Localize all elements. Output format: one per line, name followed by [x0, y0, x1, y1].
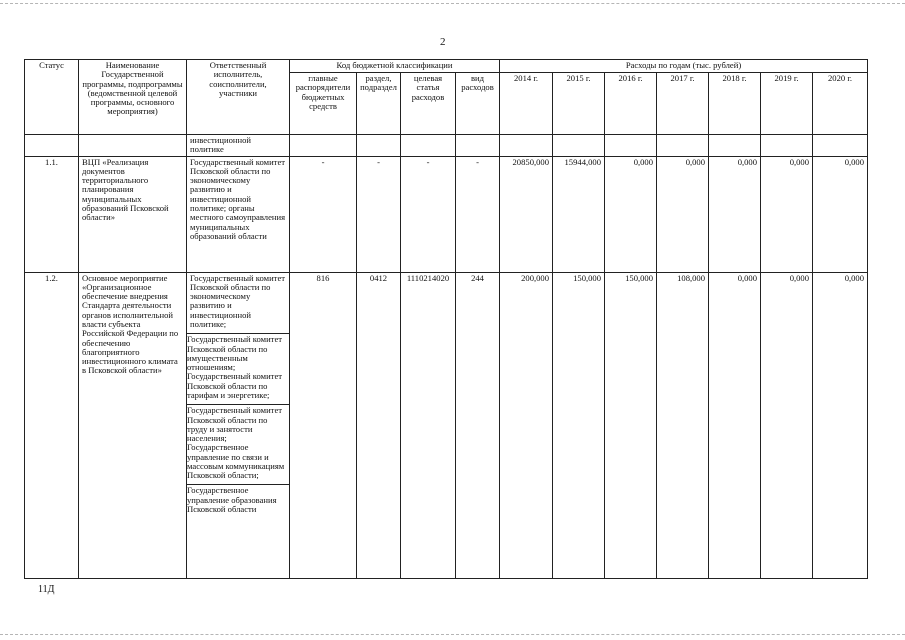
responsible-item: Государственный комитет Псковской области по имущественным отношениям; Государственный комитет Псковской области по тарифам и энергетике; — [187, 333, 290, 402]
row-grbs: 816 — [290, 272, 357, 578]
header-year: 2014 г. — [500, 73, 553, 135]
header-grbs: главные распорядители бюджетных средств — [290, 73, 357, 135]
table-row — [25, 272, 868, 578]
row-value-2020: 0,000 — [813, 272, 868, 578]
header-year: 2019 г. — [761, 73, 813, 135]
row-value-2015: 15944,000 — [553, 156, 605, 272]
row-name: ВЦП «Реализация документов территориального планирования муниципальных образований Псковской области» — [79, 156, 187, 272]
row-responsible-list — [187, 272, 290, 578]
scan-bottom-edge — [0, 634, 905, 635]
row-grbs: - — [290, 156, 357, 272]
row-value-2018: 0,000 — [709, 156, 761, 272]
header-section: раздел, подраздел — [357, 73, 401, 135]
continuation-text: инвестиционной политике — [187, 135, 290, 157]
header-expenses: Расходы по годам (тыс. рублей) — [500, 60, 868, 73]
header-budget-code: Код бюджетной классификации — [290, 60, 500, 73]
header-responsible: Ответственный исполнитель, соисполнители, участники — [187, 60, 290, 135]
row-name: Основное мероприятие «Организационное обеспечение внедрения Стандарта деятельности органов исполнительной власти субъекта Российской Федерации по обеспечению благоприятного инвестиционного климата в Псковской области» — [79, 272, 187, 578]
row-section: 0412 — [357, 272, 401, 578]
row-value-2017: 108,000 — [657, 272, 709, 578]
row-value-2020: 0,000 — [813, 156, 868, 272]
footer-code: 11Д — [38, 584, 55, 595]
header-type: вид расходов — [456, 73, 500, 135]
page-number: 2 — [440, 36, 446, 48]
header-status: Статус — [25, 60, 79, 135]
row-value-2014: 200,000 — [500, 272, 553, 578]
row-type: - — [456, 156, 500, 272]
table-row-continuation — [25, 135, 868, 157]
header-year: 2015 г. — [553, 73, 605, 135]
row-section: - — [357, 156, 401, 272]
responsible-item: Государственный комитет Псковской области по экономическому развитию и инвестиционной политике; — [190, 272, 286, 329]
header-target: целевая статья расходов — [401, 73, 456, 135]
row-value-2017: 0,000 — [657, 156, 709, 272]
table-row — [25, 156, 868, 272]
row-responsible: Государственный комитет Псковской области по экономическому развитию и инвестиционной политике; органы местного самоуправления муниципальных образований области — [187, 156, 290, 272]
row-value-2014: 20850,000 — [500, 156, 553, 272]
budget-table — [24, 59, 868, 579]
row-status: 1.1. — [25, 156, 79, 272]
row-value-2015: 150,000 — [553, 272, 605, 578]
row-value-2019: 0,000 — [761, 272, 813, 578]
scan-top-edge — [0, 3, 905, 4]
row-value-2019: 0,000 — [761, 156, 813, 272]
responsible-item: Государственный комитет Псковской области по труду и занятости населения; Государственное управление по связи и массовым коммуникациям Псковской области; — [187, 404, 290, 482]
header-year: 2018 г. — [709, 73, 761, 135]
row-target: 1110214020 — [401, 272, 456, 578]
row-status: 1.2. — [25, 272, 79, 578]
row-value-2016: 150,000 — [605, 272, 657, 578]
row-target: - — [401, 156, 456, 272]
responsible-item: Государственное управление образования Псковской области — [187, 484, 290, 516]
row-value-2018: 0,000 — [709, 272, 761, 578]
header-year: 2017 г. — [657, 73, 709, 135]
header-year: 2020 г. — [813, 73, 868, 135]
header-name: Наименование Государственной программы, подпрограммы (ведомственной целевой программы, основного мероприятия) — [79, 60, 187, 135]
header-year: 2016 г. — [605, 73, 657, 135]
row-value-2016: 0,000 — [605, 156, 657, 272]
row-type: 244 — [456, 272, 500, 578]
